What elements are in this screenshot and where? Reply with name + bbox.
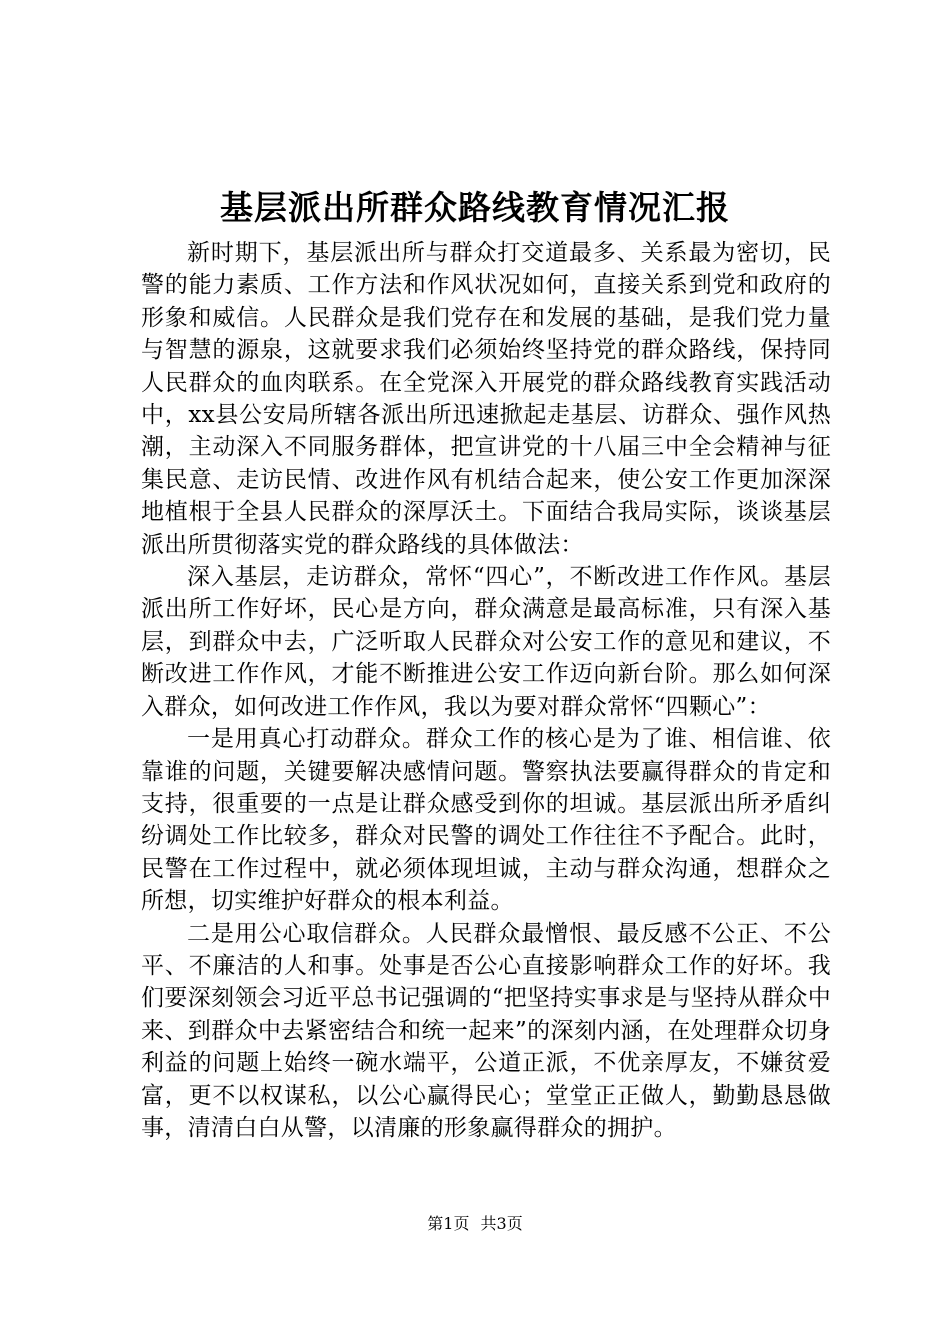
page-footer [0,1212,950,1236]
paragraph-section-heading: 深入基层，走访群众，常怀“四心”，不断改进工作作风。基层派出所工作好坏，民心是方向，群众满意是最高标准，只有深入基层，到群众中去，广泛听取人民群众对公安工作的意见和建议，不断改进工作作风，才能不断推进公安工作迈向新台阶。那么如何深入群众，如何改进工作作风，我以为要对群众常怀“四颗心”： [141,564,831,720]
paragraph-point-two: 二是用公心取信群众。人民群众最憎恨、最反感不公正、不公平、不廉洁的人和事。处事是否公心直接影响群众工作的好坏。我们要深刻领会习近平总书记强调的“把坚持实事求是与坚持从群众中来、到群众中去紧密结合和统一起来”的深刻内涵，在处理群众切身利益的问题上始终一碗水端平，公道正派，不优亲厚友，不嫌贫爱富，更不以权谋私，以公心赢得民心；堂堂正正做人，勤勤恳恳做事，清清白白从警，以清廉的形象赢得群众的拥护。 [141,920,831,1141]
document-title: 基层派出所群众路线教育情况汇报 [220,188,730,227]
page-number-current: 第1页 [427,1214,470,1233]
page-number-total: 共3页 [480,1214,523,1233]
document-body [141,237,831,1144]
paragraph-point-one: 一是用真心打动群众。群众工作的核心是为了谁、相信谁、依靠谁的问题，关键要解决感情问题。警察执法要赢得群众的肯定和支持，很重要的一点是让群众感受到你的坦诚。基层派出所矛盾纠纷调处工作比较多，群众对民警的调处工作往往不予配合。此时，民警在工作过程中，就必须体现坦诚，主动与群众沟通，想群众之所想，切实维护好群众的根本利益。 [141,726,831,915]
paragraph-intro: 新时期下，基层派出所与群众打交道最多、关系最为密切，民警的能力素质、工作方法和作风状况如何，直接关系到党和政府的形象和威信。人民群众是我们党存在和发展的基础，是我们党力量与智慧的源泉，这就要求我们必须始终坚持党的群众路线，保持同人民群众的血肉联系。在全党深入开展党的群众路线教育实践活动中，xx县公安局所辖各派出所迅速掀起走基层、访群众、强作风热潮，主动深入不同服务群体，把宣讲党的十八届三中全会精神与征集民意、走访民情、改进作风有机结合起来，使公安工作更加深深地植根于全县人民群众的深厚沃土。下面结合我局实际，谈谈基层派出所贯彻落实党的群众路线的具体做法： [141,240,831,558]
